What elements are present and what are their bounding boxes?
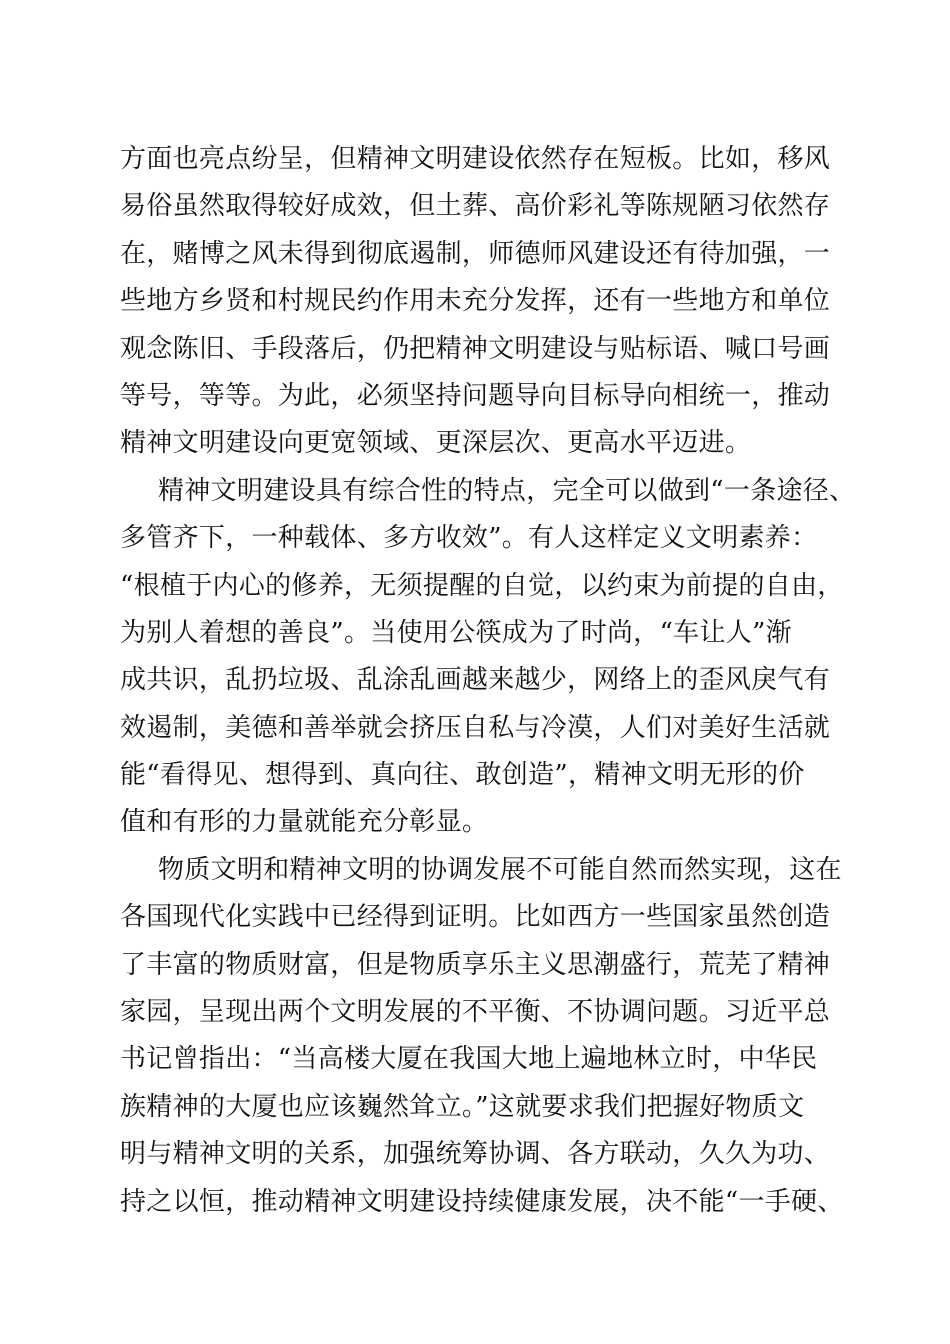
text-line: 精神文明建设向更宽领域、更深层次、更高水平迈进。 (120, 428, 752, 459)
text-line: 方面也亮点纷呈，但精神文明建设依然存在短板。比如，移风 (120, 144, 831, 174)
text-line: “根植于内心的修养，无须提醒的自觉，以约束为前提的自由， (120, 570, 844, 601)
text-line: 多管齐下，一种载体、多方收效”。有人这样定义文明素养： (120, 523, 818, 554)
paragraph-2 (120, 468, 860, 847)
text-line: 等号，等等。为此，必须坚持问题导向目标导向相统一，推动 (120, 380, 831, 411)
text-line: 明与精神文明的关系，加强统筹协调、各方联动，久久为功、 (120, 1139, 831, 1170)
text-line: 了丰富的物质财富，但是物质享乐主义思潮盛行，荒芜了精神 (120, 949, 831, 980)
paragraph-1 (120, 136, 860, 468)
text-line: 成共识，乱扔垃圾、乱涂乱画越来越少，网络上的歪风戾气有 (120, 665, 831, 696)
text-line: 族精神的大厦也应该巍然耸立。”这就要求我们把握好物质文 (120, 1091, 805, 1122)
text-line: 在，赌博之风未得到彻底遏制，师德师风建设还有待加强，一 (120, 238, 831, 269)
text-line: 为别人着想的善良”。当使用公筷成为了时尚，“车让人”渐 (120, 617, 792, 648)
text-line: 各国现代化实践中已经得到证明。比如西方一些国家虽然创造 (120, 902, 831, 933)
text-line: 易俗虽然取得较好成效，但土葬、高价彩礼等陈规陋习依然存 (120, 191, 831, 222)
document-body (120, 136, 860, 1226)
text-line: 值和有形的力量就能充分彰显。 (120, 807, 489, 838)
text-line: 书记曾指出：“当高楼大厦在我国大地上遍地林立时，中华民 (120, 1044, 818, 1075)
text-line: 些地方乡贤和村规民约作用未充分发挥，还有一些地方和单位 (120, 286, 831, 317)
text-line: 精神文明建设具有综合性的特点，完全可以做到“一条途径、 (158, 475, 856, 506)
text-line: 效遏制，美德和善举就会挤压自私与冷漠，人们对美好生活就 (120, 712, 831, 743)
paragraph-3 (120, 847, 860, 1226)
text-line: 家园，呈现出两个文明发展的不平衡、不协调问题。习近平总 (120, 997, 831, 1028)
text-line: 持之以恒，推动精神文明建设持续健康发展，决不能“一手硬、 (120, 1186, 844, 1217)
text-line: 能“看得见、想得到、真向往、敢创造”，精神文明无形的价 (120, 760, 805, 791)
text-line: 物质文明和精神文明的协调发展不可能自然而然实现，这在 (158, 854, 842, 885)
text-line: 观念陈旧、手段落后，仍把精神文明建设与贴标语、喊口号画 (120, 333, 831, 364)
